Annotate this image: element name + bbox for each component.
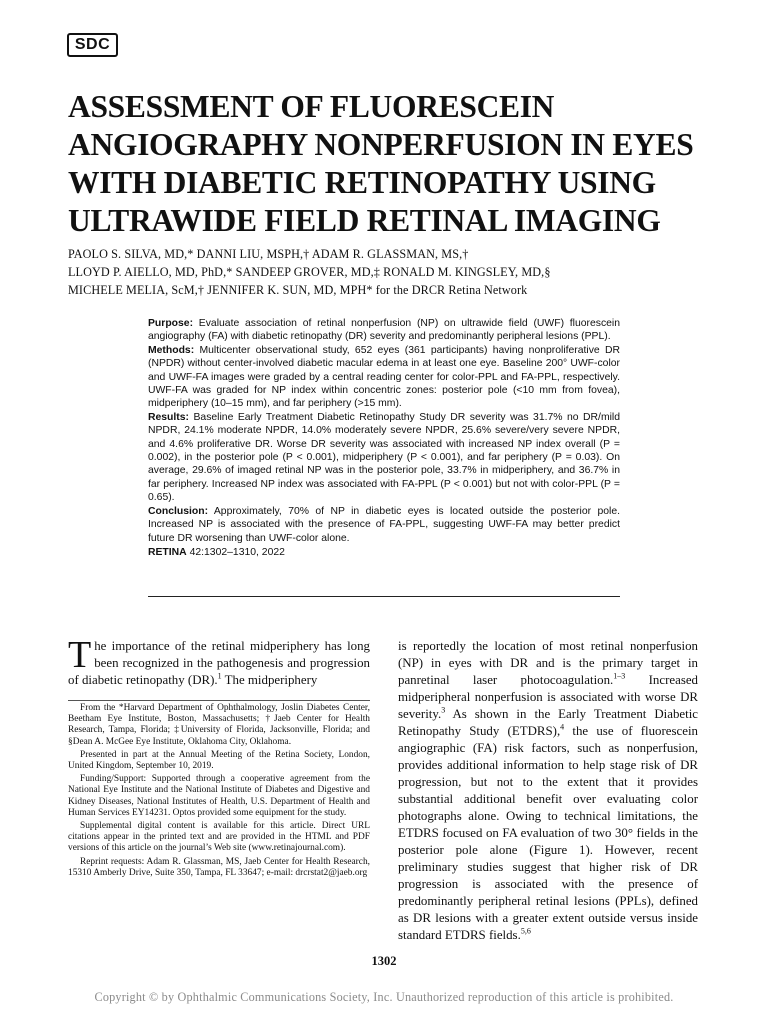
abstract-purpose xyxy=(148,317,620,344)
reference-marker: 1–3 xyxy=(613,671,626,681)
author-list xyxy=(68,245,708,299)
abstract xyxy=(148,317,620,559)
reference-marker: 5,6 xyxy=(520,926,531,936)
footnotes xyxy=(68,700,370,881)
purpose-label: Purpose: xyxy=(148,318,194,329)
body-right-column xyxy=(398,638,698,944)
results-text: Baseline Early Treatment Diabetic Retinopathy Study DR severity was 31.7% no DR/mild NPDR, 24.1% moderate NPDR, 14.0% moderately severe NPDR, 25.6% severe/very severe NPDR, and 4.6% proliferative DR. Worse DR severity was associated with increased NP index overall (P = 0.002), in the posterior pole (P < 0.001), midperiphery (P < 0.001), and far periphery (P = 0.03). On average, 29.6% of imaged retinal NP was in the posterior pole, 33.7% in midperiphery, and 36.7% in far periphery. Increased NP index was associated with FA-PPL (P < 0.001) but not with color-PPL (P = 0.65). xyxy=(148,411,620,504)
journal-name: RETINA xyxy=(148,546,187,558)
body-text: is reportedly the location of most retinal nonperfusion (NP) in eyes with DR and is the primary target in panretinal laser photocoagulation. xyxy=(398,639,698,687)
body-text: As shown in the Early Treatment Diabetic Retinopathy Study (ETDRS), xyxy=(398,707,698,738)
article-title xyxy=(68,88,728,240)
author-line: LLOYD P. AIELLO, MD, PhD,* SANDEEP GROVER, MD,‡ RONALD M. KINGSLEY, MD,§ xyxy=(68,265,551,279)
abstract-results xyxy=(148,411,620,505)
methods-label: Methods: xyxy=(148,344,195,356)
sdc-badge: SDC xyxy=(67,33,118,57)
abstract-divider xyxy=(148,596,620,597)
body-left-column xyxy=(68,634,370,689)
reference-marker: 1 xyxy=(217,671,222,681)
abstract-methods xyxy=(148,344,620,411)
author-line: MICHELE MELIA, ScM,† JENNIFER K. SUN, MD, MPH* for the DRCR Retina Network xyxy=(68,283,528,297)
title-line: ULTRAWIDE FIELD RETINAL IMAGING xyxy=(68,203,661,238)
footnote-funding: Funding/Support: Supported through a cooperative agreement from the National Eye Institute and the National Institute of Diabetes and Digestive and Kidney Diseases, National Institutes of Health, U.S. Department of Health and Human Services EY14231. Optos provided some equipment for the study. xyxy=(68,774,370,818)
drop-cap: T xyxy=(68,634,92,676)
abstract-conclusion xyxy=(148,505,620,545)
body-paragraph xyxy=(398,638,698,944)
body-text: the use of fluorescein angiographic (FA) risk factors, such as nonperfusion, provides additional information to help stage risk of DR progression, but not to the extent that it provides substantial additional benefit over evaluating color photographs alone. Owing to technical limitations, the ETDRS focused on FA evaluation of two 30° fields in the posterior pole alone (Figure 1). However, recent preliminary studies suggest that higher risk of DR progression is associated with the presence of predominantly peripheral retinal lesions (PPLs), defined as DR lesions with a greater extent outside versus inside standard ETDRS fields. xyxy=(398,724,698,942)
citation-text: 42:1302–1310, 2022 xyxy=(189,546,285,558)
intro-text-tail: The midperiphery xyxy=(221,673,318,687)
methods-text: Multicenter observational study, 652 eyes (361 participants) having nonproliferative DR (NPDR) without center-involved diabetic macular edema in at least one eye. Baseline 200° UWF-color and UWF-FA images were graded by a central reading center for color-PPL and FA-PPL, respectively. UWF-FA was graded for NP index within concentric zones: posterior pole (<10 mm from fovea), midperiphery (10–15 mm), and far periphery (>15 mm). xyxy=(148,344,621,410)
journal-citation xyxy=(148,546,620,559)
footnote-affiliations: From the *Harvard Department of Ophthalmology, Joslin Diabetes Center, Beetham Eye Institute, Boston, Massachusetts; †Jaeb Center for Health Research, Tampa, Florida; ‡University of Florida, Jacksonville, Florida; and §Dean A. McGee Eye Institute, Oklahoma City, Oklahoma. xyxy=(68,703,370,747)
title-line: WITH DIABETIC RETINOPATHY USING xyxy=(68,165,656,200)
body-text: Increased midperipheral nonperfusion is associated with worse DR severity. xyxy=(398,673,698,721)
intro-text: he importance of the retinal midperiphery has long been recognized in the pathogenesis and progression of diabetic retinopathy (DR). xyxy=(68,639,370,687)
footnote-reprint: Reprint requests: Adam R. Glassman, MS, Jaeb Center for Health Research, 15310 Amberly Drive, Suite 350, Tampa, FL 33647; e-mail: drcrstat2@jaeb.org xyxy=(68,856,370,878)
author-line: PAOLO S. SILVA, MD,* DANNI LIU, MSPH,† ADAM R. GLASSMAN, MS,† xyxy=(68,247,469,261)
intro-paragraph xyxy=(68,634,370,689)
conclusion-text: Approximately, 70% of NP in diabetic eyes is located outside the posterior pole. Increased NP is associated with the presence of FA-PPL, suggesting UWF-FA may better predict future DR worsening than UWF-color alone. xyxy=(148,505,620,544)
reference-marker: 4 xyxy=(560,722,565,732)
copyright-notice: Copyright © by Ophthalmic Communications Society, Inc. Unauthorized reproduction of this article is prohibited. xyxy=(94,990,674,1004)
title-line: ANGIOGRAPHY NONPERFUSION IN EYES xyxy=(68,127,694,162)
title-line: ASSESSMENT OF FLUORESCEIN xyxy=(68,89,555,124)
page-number: 1302 xyxy=(371,954,397,968)
purpose-text: Evaluate association of retinal nonperfusion (NP) on ultrawide field (UWF) fluorescein angiography (FA) with diabetic retinopathy (DR) severity and predominantly peripheral lesions (PPL). xyxy=(148,318,621,343)
footnote-presented: Presented in part at the Annual Meeting of the Retina Society, London, United Kingdom, September 10, 2019. xyxy=(68,749,370,772)
conclusion-label: Conclusion: xyxy=(148,505,209,517)
footnote-supplemental: Supplemental digital content is available for this article. Direct URL citations appear in the printed text and are provided in the HTML and PDF versions of this article on the journal’s Web site (www.retinajournal.com). xyxy=(68,821,370,854)
results-label: Results: xyxy=(148,411,189,423)
reference-marker: 3 xyxy=(441,705,446,715)
